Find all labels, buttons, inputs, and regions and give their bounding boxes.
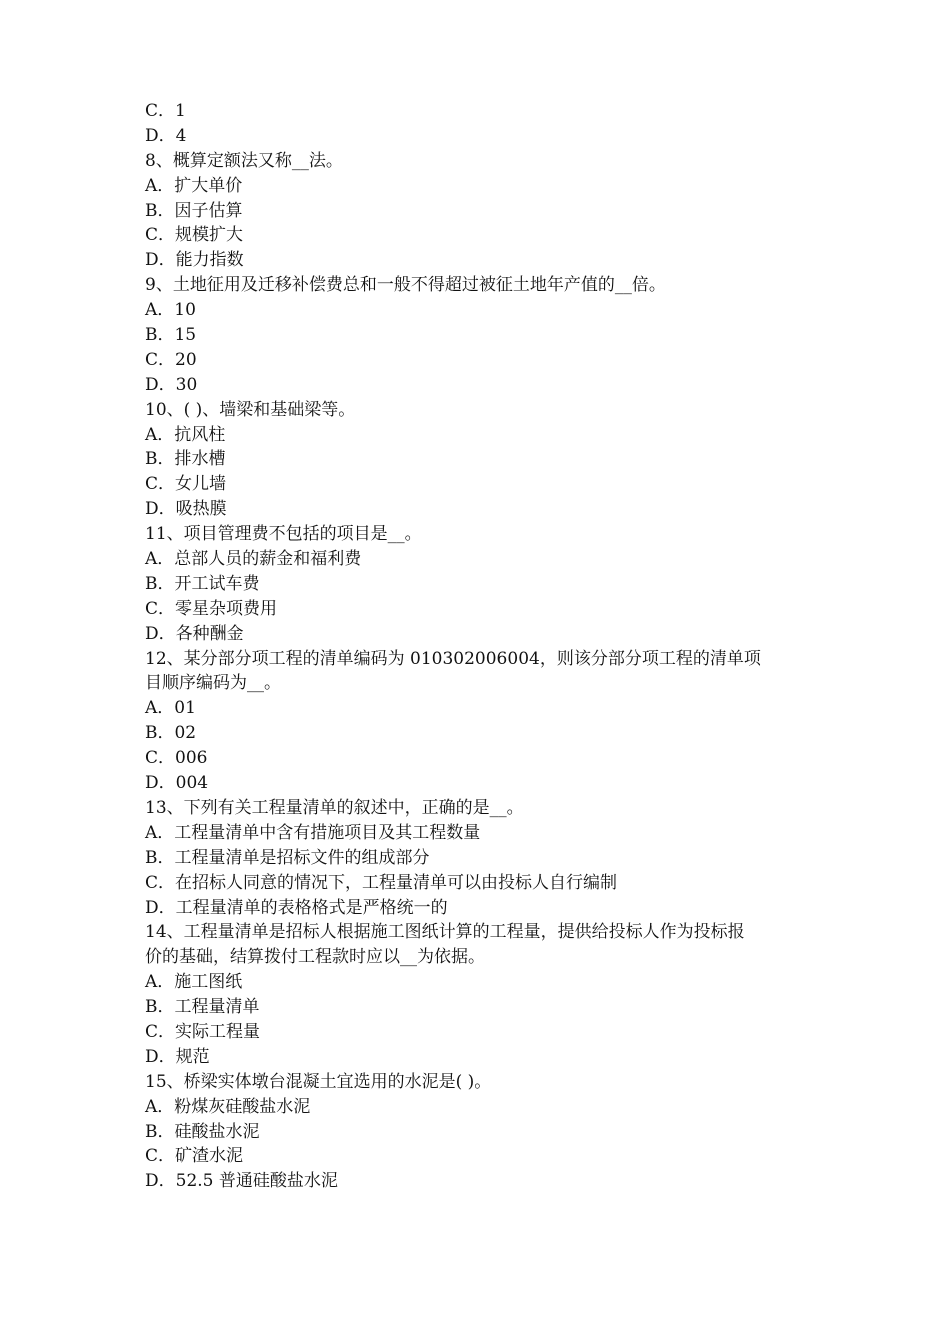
option-line: D．30 <box>145 374 198 395</box>
option-line: A．施工图纸 <box>145 972 243 993</box>
option-line: A．总部人员的薪金和福利费 <box>145 549 362 570</box>
question-line: 14、工程量清单是招标人根据施工图纸计算的工程量，提供给投标人作为投标报 <box>145 922 745 943</box>
option-line: A．粉煤灰硅酸盐水泥 <box>145 1096 311 1117</box>
question-line: 8、概算定额法又称__法。 <box>145 150 343 171</box>
option-line: D．能力指数 <box>145 250 244 271</box>
option-line: A．抗风柱 <box>145 424 226 445</box>
option-line: D．吸热膜 <box>145 499 227 520</box>
question-line: 15、桥梁实体墩台混凝土宜选用的水泥是( )。 <box>145 1071 492 1092</box>
question-line: 目顺序编码为__。 <box>145 673 281 694</box>
option-line: A．10 <box>145 300 196 321</box>
option-line: A．工程量清单中含有措施项目及其工程数量 <box>145 822 481 843</box>
option-line: B．15 <box>145 325 197 346</box>
option-line: B．硅酸盐水泥 <box>145 1121 260 1142</box>
option-line: D．4 <box>145 125 187 146</box>
option-line: A．扩大单价 <box>145 175 243 196</box>
option-line: C．在招标人同意的情况下，工程量清单可以由投标人自行编制 <box>145 872 618 893</box>
option-line: D．52.5 普通硅酸盐水泥 <box>145 1171 338 1192</box>
question-line: 9、土地征用及迁移补偿费总和一般不得超过被征土地年产值的__倍。 <box>145 275 666 296</box>
option-line: C．零星杂项费用 <box>145 598 278 619</box>
option-line: C．1 <box>145 101 186 121</box>
option-line: B．排水槽 <box>145 449 226 470</box>
question-line: 13、下列有关工程量清单的叙述中，正确的是__。 <box>145 797 524 818</box>
option-line: D．规范 <box>145 1046 210 1067</box>
exam-text-body <box>145 99 815 1194</box>
option-line: B．因子估算 <box>145 200 243 221</box>
question-line: 11、项目管理费不包括的项目是__。 <box>145 524 422 545</box>
option-line: C．006 <box>145 748 208 769</box>
option-line: A．01 <box>145 698 196 719</box>
option-line: D．004 <box>145 773 209 794</box>
option-line: B．02 <box>145 723 197 744</box>
option-line: C．20 <box>145 349 197 370</box>
option-line: D．工程量清单的表格格式是严格统一的 <box>145 897 448 918</box>
option-line: C．实际工程量 <box>145 1021 261 1042</box>
option-line: C．女儿墙 <box>145 474 227 495</box>
option-line: C．矿渣水泥 <box>145 1146 244 1167</box>
option-line: B．工程量清单是招标文件的组成部分 <box>145 847 430 868</box>
question-line: 价的基础，结算拨付工程款时应以__为依据。 <box>145 947 485 968</box>
option-line: B．工程量清单 <box>145 997 260 1018</box>
option-line: D．各种酬金 <box>145 623 244 644</box>
question-line: 12、某分部分项工程的清单编码为 010302006004，则该分部分项工程的清单项 <box>145 648 761 669</box>
question-line: 10、( )、墙梁和基础梁等。 <box>145 399 356 420</box>
option-line: B．开工试车费 <box>145 573 260 594</box>
option-line: C．规模扩大 <box>145 225 244 246</box>
